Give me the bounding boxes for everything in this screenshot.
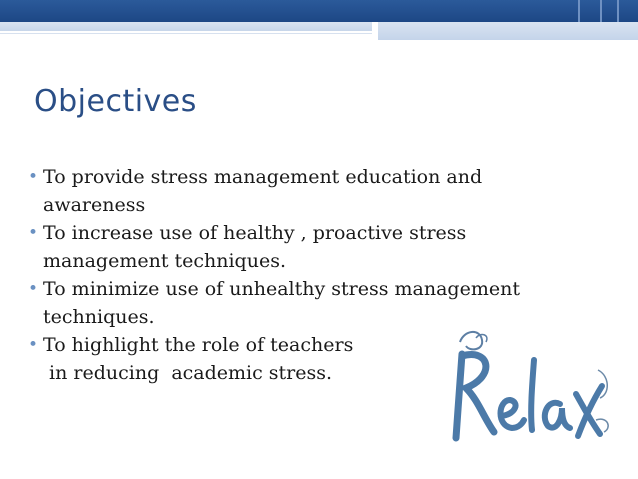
letter-stroke (456, 354, 462, 438)
header-bar-segment (617, 0, 619, 22)
slide-title: Objectives (34, 84, 197, 119)
bullet-icon: • (28, 279, 39, 299)
bullet-text-line: management techniques. (43, 250, 286, 272)
letter-stroke (462, 355, 494, 432)
bullet-icon: • (28, 223, 39, 243)
relax-handwritten-image (420, 320, 615, 460)
header-bar-segment (578, 0, 580, 22)
header-bar (0, 0, 638, 22)
bullet-text-line: in reducing academic stress. (43, 362, 333, 384)
letter-stroke (501, 400, 525, 428)
bullet-text-line: To minimize use of unhealthy stress management (43, 278, 520, 300)
header-bar-segment (600, 0, 602, 22)
bullet-text-line: awareness (43, 194, 146, 216)
letter-stroke (545, 403, 570, 428)
header-accent-right (378, 22, 638, 40)
bullet-text-line: To increase use of healthy , proactive stress (43, 222, 467, 244)
header-accent-left (0, 22, 372, 31)
letter-stroke (531, 360, 534, 430)
header-accent-line (0, 33, 372, 34)
bullet-text-line: To highlight the role of teachers (43, 334, 354, 356)
bullet-item (26, 163, 606, 219)
bullet-text-line: techniques. (43, 306, 155, 328)
bullet-text-line: To provide stress management education and (43, 166, 483, 188)
bullet-icon: • (28, 335, 39, 355)
bullet-icon: • (28, 167, 39, 187)
bullet-item (26, 219, 606, 275)
